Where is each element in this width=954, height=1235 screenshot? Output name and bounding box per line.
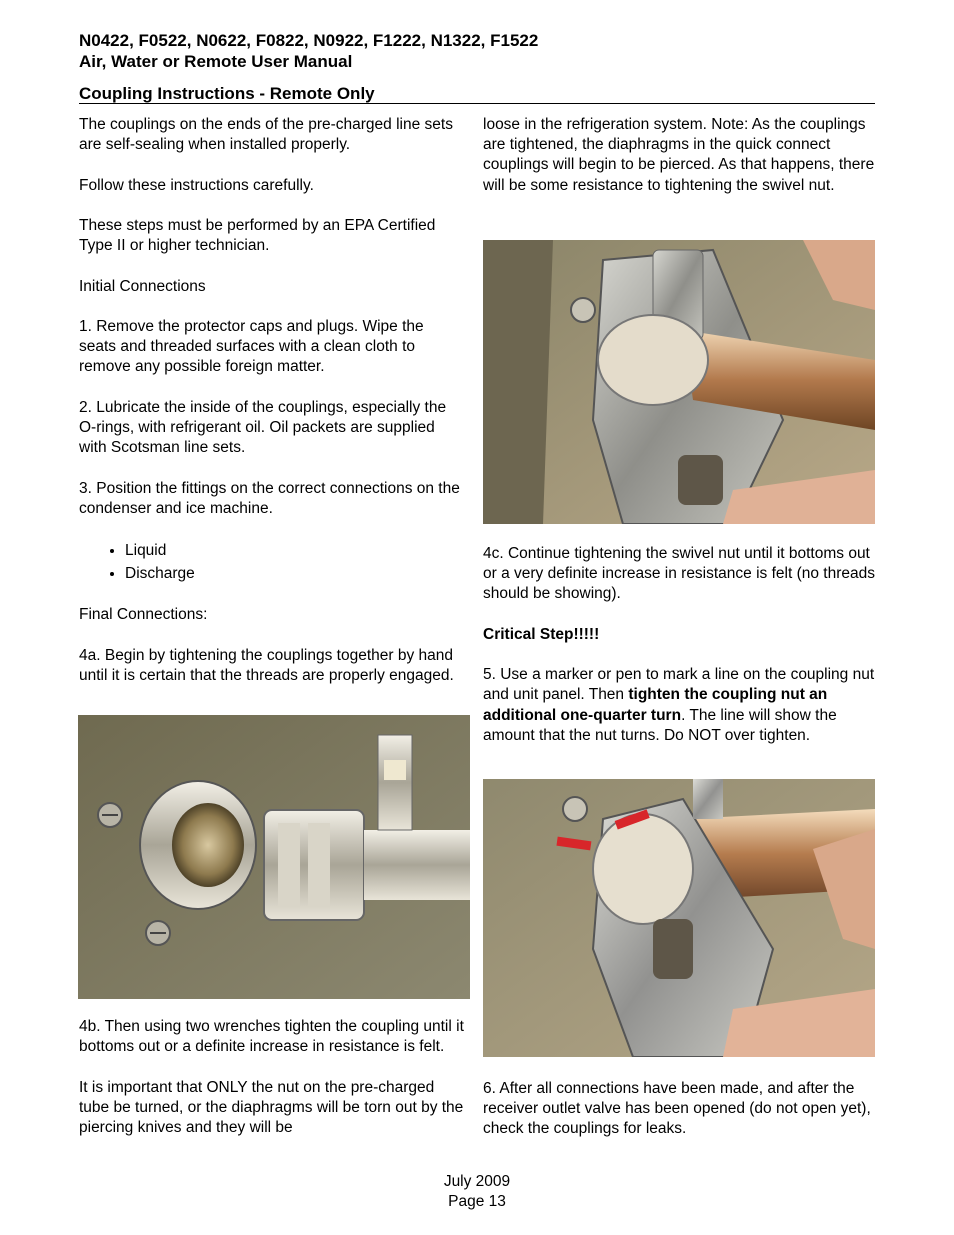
critical-step-text: Critical Step!!!!!: [483, 625, 600, 643]
step-5-intro: 5. Use a marker or pen to mark a line on the coupling nut and unit panel. Then: [483, 666, 875, 704]
step-2: 2. Lubricate the inside of the couplings, especially the O-rings, with refrigerant oil. Oil packets are supplied with Scotsman line sets.: [79, 398, 447, 457]
step-3: 3. Position the fittings on the correct connections on the condenser and ice machine.: [79, 479, 460, 517]
connection-list: [79, 539, 464, 585]
left-column-top: [79, 115, 464, 706]
step-5: [483, 665, 878, 746]
critical-step-label: [483, 625, 878, 645]
right-column-bottom: [483, 1079, 878, 1160]
initial-connections-heading: Initial Connections: [79, 277, 206, 295]
section-rule: [79, 103, 875, 104]
warning-paragraph: It is important that ONLY the nut on the pre-charged tube be turned, or the diaphragms will be torn out by the piercing knives and they will be: [79, 1078, 464, 1136]
wrench-tightening-photo: [483, 240, 875, 524]
list-item: • Liquid: [125, 539, 464, 562]
step-4b: 4b. Then using two wrenches tighten the coupling until it bottoms out or a definite increase in resistance is felt.: [79, 1018, 464, 1056]
footer-page-number: Page 13: [448, 1193, 506, 1210]
epa-note: These steps must be performed by an EPA Certified Type II or higher technician.: [79, 216, 436, 255]
final-connections-heading: Final Connections:: [79, 606, 208, 624]
model-list: N0422, F0522, N0622, F0822, N0922, F1222, N1322, F1522: [79, 31, 539, 50]
step-4a: 4a. Begin by tightening the couplings together by hand until it is certain that the threads are properly engaged.: [79, 646, 454, 684]
instructions-note: Follow these instructions carefully.: [79, 176, 314, 194]
list-item: • Discharge: [125, 562, 464, 585]
step-6: 6. After all connections have been made, and after the receiver outlet valve has been opened (do not open yet), check the couplings for leaks.: [483, 1080, 871, 1138]
section-title: Coupling Instructions - Remote Only: [79, 84, 375, 103]
manual-title: Air, Water or Remote User Manual: [79, 52, 353, 71]
step-5-emphasis: tighten the coupling nut an additional one-quarter turn: [483, 686, 828, 724]
step-4c: 4c. Continue tightening the swivel nut until it bottoms out or a very definite increase in resistance is felt (no threads should be showing).: [483, 545, 875, 603]
right-column-middle: [483, 544, 878, 766]
left-column-bottom: [79, 1017, 464, 1158]
coupling-fittings-photo: [78, 715, 470, 999]
right-column-top: [483, 115, 878, 216]
marked-coupling-photo: [483, 779, 875, 1057]
step-1: 1. Remove the protector caps and plugs. Wipe the seats and threaded surfaces with a clean cloth to remove any possible foreign matter.: [79, 317, 424, 376]
continued-paragraph: loose in the refrigeration system. Note: As the couplings are tightened, the diaphragms in the quick connect couplings will begin to be pierced. As that happens, there will be some resistance to tightening the swivel nut.: [483, 116, 875, 194]
footer-date: July 2009: [443, 1173, 511, 1190]
intro-paragraph: The couplings on the ends of the pre-charged line sets are self-sealing when installed properly.: [79, 116, 453, 154]
step-5-outro: . The line will show the amount that the nut turns. Do NOT over tighten.: [483, 706, 837, 744]
